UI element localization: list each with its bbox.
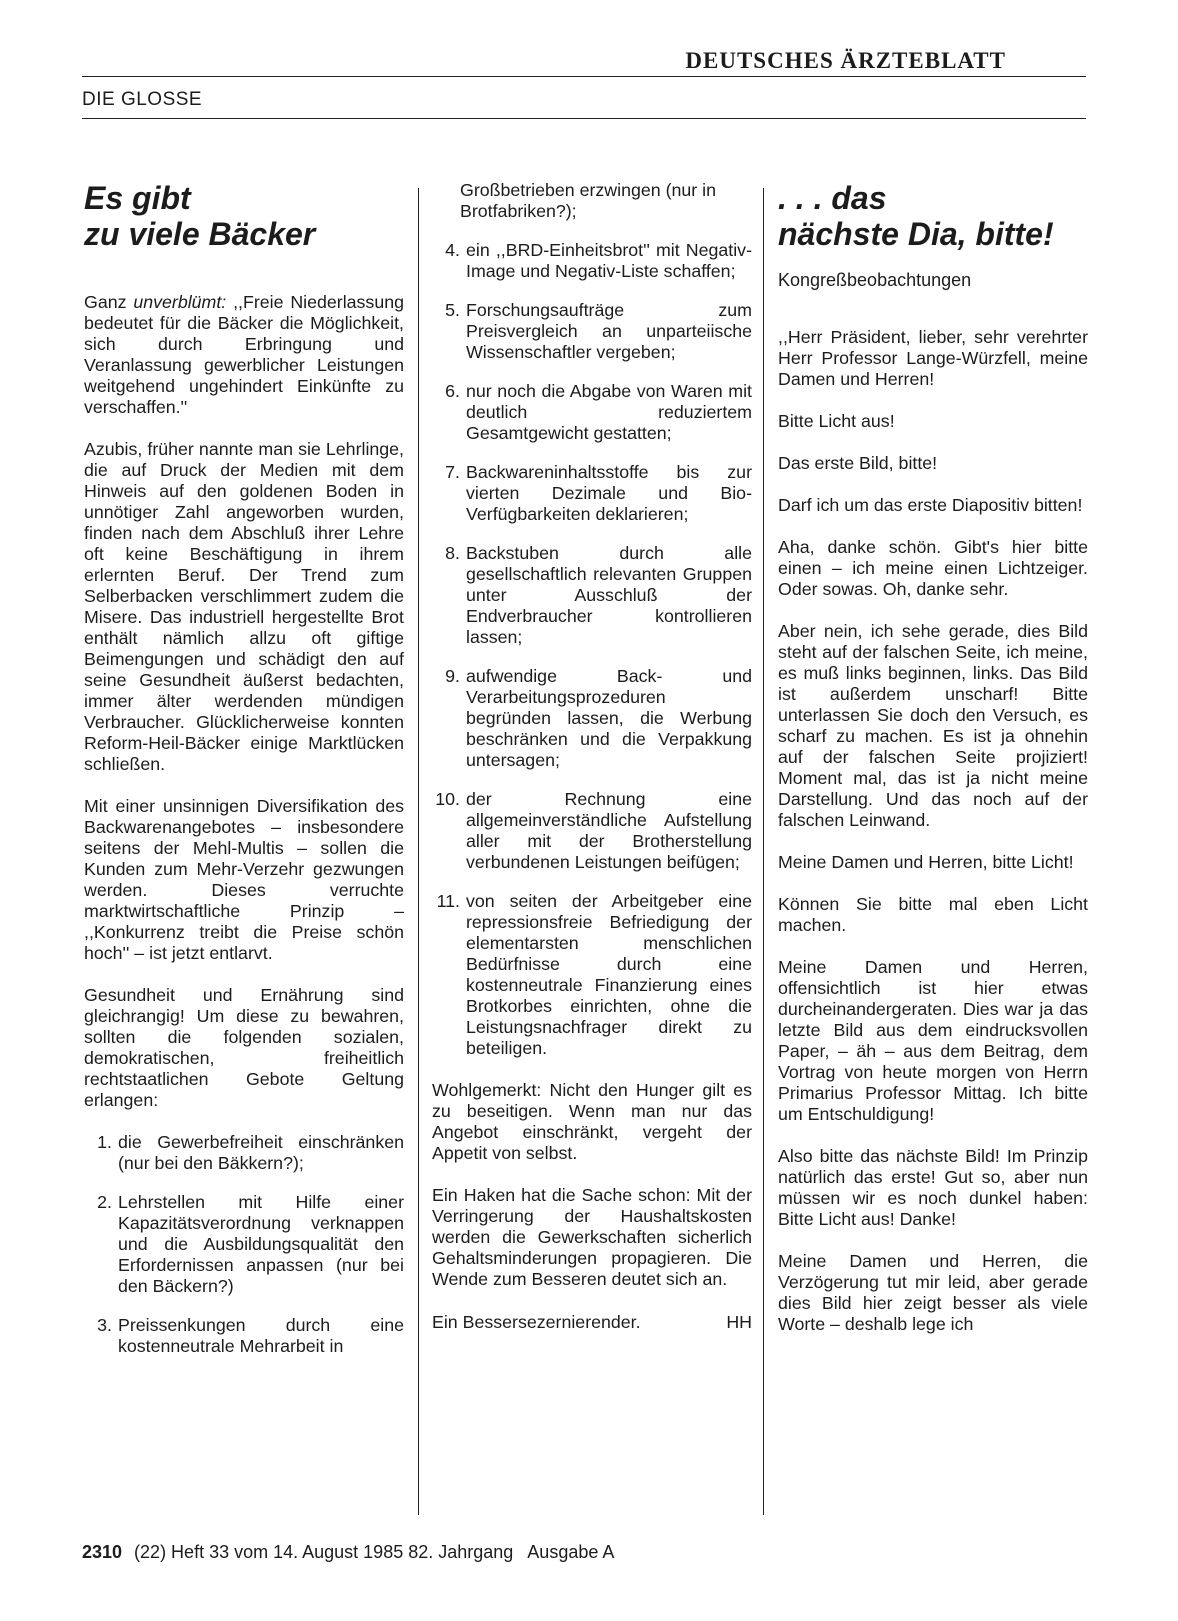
article-paragraph: ,,Herr Präsident, lieber, sehr verehrter Herr Professor Lange-Würzfell, meine Damen und Herren!	[778, 327, 1088, 389]
article-paragraph: Wohlgemerkt: Nicht den Hunger gilt es zu beseitigen. Wenn man nur das Angebot einschränkt, vergeht der Appetit von selbst.	[432, 1080, 752, 1163]
column-divider-2	[763, 188, 764, 1515]
list-number: 1.	[97, 1132, 112, 1152]
section-rubric: DIE GLOSSE	[82, 89, 203, 110]
article-signature	[432, 1312, 752, 1333]
column-divider-1	[418, 188, 419, 1515]
column-3	[778, 180, 1088, 1356]
list-text: Forschungsaufträge zum Preisvergleich an unparteiische Wissenschaftler vergeben;	[466, 300, 752, 362]
list-number: 7.	[445, 462, 460, 482]
list-item	[432, 666, 752, 771]
demands-list	[84, 1132, 404, 1357]
list-text: von seiten der Arbeitgeber eine repressionsfreie Befriedigung der elementarsten menschlichen Bedürfnisse durch eine kostenneutrale Finanzierung eines Brotkorbes einrichten, ohne die Leistungsnachfrager direkt zu beteiligen.	[466, 891, 752, 1058]
signature-initials: HH	[726, 1312, 752, 1332]
issue-info: (22) Heft 33 vom 14. August 1985 82. Jahrgang	[134, 1542, 514, 1562]
article-subtitle: Kongreßbeobachtungen	[778, 270, 972, 290]
list-number: 2.	[97, 1192, 112, 1212]
list-item	[432, 240, 752, 282]
list-item	[432, 543, 752, 648]
article-paragraph	[84, 292, 404, 418]
header-rule-bottom	[82, 118, 1086, 119]
list-text: die Gewerbefreiheit einschränken (nur bei den Bäkkern?);	[118, 1132, 404, 1173]
list-item	[84, 1132, 404, 1174]
article-paragraph: Meine Damen und Herren, die Verzögerung tut mir leid, aber gerade dies Bild hier zeigt besser als viele Worte – deshalb lege ich	[778, 1251, 1088, 1334]
paragraph-lead: Ganz	[84, 292, 134, 312]
list-text: Lehrstellen mit Hilfe einer Kapazitätsverordnung verknappen und die Ausbildungsqualität den Erfordernissen anpassen (nur bei den Bäckern?)	[118, 1192, 404, 1296]
list-text: Backstuben durch alle gesellschaftlich relevanten Gruppen unter Ausschluß der Endverbraucher kontrollieren lassen;	[466, 543, 752, 647]
article-paragraph: Azubis, früher nannte man sie Lehrlinge, die auf Druck der Medien mit dem Hinweis auf den goldenen Boden in unnötiger Zahl angeworben wurden, finden nach dem Abschluß ihrer Lehre oft keine Beschäftigung in ihrem erlernten Beruf. Der Trend zum Selberbacken verschlimmert zudem die Misere. Das industriell hergestellte Brot enthält nämlich allzu oft giftige Beimengungen und schädigt den auf seine Gesundheit äußerst bedachten, immer älter werdenden mündigen Verbraucher. Glücklicherweise konnten Reform-Heil-Bäcker einige Marktlücken schließen.	[84, 439, 404, 774]
journal-masthead: DEUTSCHES ÄRZTEBLATT	[685, 48, 1006, 73]
list-continuation: Großbetrieben erzwingen (nur in Brotfabriken?);	[460, 180, 716, 221]
article-paragraph: Können Sie bitte mal eben Licht machen.	[778, 894, 1088, 935]
paragraph-text: ,,Freie Niederlassung bedeutet für die Bäcker die Möglichkeit, sich durch Erbringung und Veranlassung gewerblicher Leistungen weitgehend ungehindert Einkünfte zu verschaffen.''	[84, 292, 404, 417]
list-text: der Rechnung eine allgemeinverständliche Aufstellung aller mit der Brotherstellung verbundenen Leistungen beifügen;	[466, 789, 752, 872]
list-item	[432, 789, 752, 873]
article-paragraph: Gesundheit und Ernährung sind gleichrangig! Um diese zu bewahren, sollten die folgenden sozialen, demokratischen, freiheitlich rechtstaatlichen Gebote Geltung erlangen:	[84, 985, 404, 1110]
list-item	[84, 1315, 404, 1357]
list-number: 8.	[445, 543, 460, 563]
list-number: 9.	[445, 666, 460, 686]
paragraph-emphasis: unverblümt:	[133, 292, 227, 312]
list-text: ein ,,BRD-Einheitsbrot'' mit Negativ-Image und Negativ-Liste schaffen;	[466, 240, 752, 281]
column-2	[432, 180, 752, 1333]
list-text: aufwendige Back- und Verarbeitungsprozeduren begründen lassen, die Werbung beschränken und die Verpakkung untersagen;	[466, 666, 752, 770]
signature-name: Ein Bessersezernierender.	[432, 1312, 641, 1332]
article-title-line: zu viele Bäcker	[84, 216, 316, 252]
article-paragraph: Darf ich um das erste Diapositiv bitten!	[778, 495, 1083, 515]
list-text: Preissenkungen durch eine kostenneutrale Mehrarbeit in	[118, 1315, 404, 1356]
list-item	[432, 300, 752, 363]
article-paragraph: Aber nein, ich sehe gerade, dies Bild steht auf der falschen Seite, ich meine, es muß links beginnen, links. Das Bild ist außerdem unscharf! Bitte unterlassen Sie doch den Versuch, es scharf zu machen. Es ist ja ohnehin auf der falschen Seite projiziert! Moment mal, das ist ja nicht meine Darstellung. Und das noch auf der falschen Leinwand.	[778, 621, 1088, 830]
article-title-line: nächste Dia, bitte!	[778, 216, 1054, 252]
article-title-line: . . . das	[778, 180, 887, 216]
list-item	[432, 891, 752, 1059]
article-paragraph: Ein Haken hat die Sache schon: Mit der Verringerung der Haushaltskosten werden die Gewerkschaften sicherlich Gehaltsminderungen propagieren. Die Wende zum Besseren deutet sich an.	[432, 1185, 752, 1289]
list-number: 4.	[445, 240, 460, 260]
article-paragraph: Mit einer unsinnigen Diversifikation des Backwarenangebotes – insbesondere seitens der Mehl-Multis – sollen die Kunden zum Mehr-Verzehr gezwungen werden. Dieses verruchte marktwirtschaftliche Prinzip – ,,Konkurrenz treibt die Preise schön hoch'' – ist jetzt entlarvt.	[84, 796, 404, 963]
article-paragraph: Das erste Bild, bitte!	[778, 453, 938, 473]
edition-label: Ausgabe A	[527, 1542, 615, 1562]
list-number: 11.	[436, 891, 460, 911]
article-paragraph: Meine Damen und Herren, bitte Licht!	[778, 852, 1074, 872]
article-title	[778, 180, 1088, 252]
article-title-line: Es gibt	[84, 180, 191, 216]
list-item	[432, 381, 752, 444]
article-paragraph: Bitte Licht aus!	[778, 411, 895, 431]
header-rule-top	[82, 76, 1086, 77]
page-number: 2310	[82, 1542, 123, 1562]
list-text: Backwareninhaltsstoffe bis zur vierten Dezimale und Bio-Verfügbarkeiten deklarieren;	[466, 462, 752, 524]
article-title	[84, 180, 404, 252]
page-footer	[82, 1542, 614, 1563]
list-number: 3.	[97, 1315, 112, 1335]
column-1	[84, 180, 404, 1378]
list-text: nur noch die Abgabe von Waren mit deutlich reduziertem Gesamtgewicht gestatten;	[466, 381, 752, 443]
article-paragraph: Meine Damen und Herren, offensichtlich ist hier etwas durcheinandergeraten. Dies war ja das letzte Bild aus dem eindrucksvollen Paper, – äh – aus dem Beitrag, dem Vortrag von heute morgen von Herrn Primarius Professor Mittag. Ich bitte um Entschuldigung!	[778, 957, 1088, 1124]
demands-list-continued	[432, 240, 752, 1059]
article-paragraph: Also bitte das nächste Bild! Im Prinzip natürlich das erste! Gut so, aber nun müssen wir es noch dunkel haben: Bitte Licht aus! Danke!	[778, 1146, 1088, 1229]
list-number: 6.	[445, 381, 460, 401]
article-paragraph: Aha, danke schön. Gibt's hier bitte einen – ich meine einen Lichtzeiger. Oder sowas. Oh, danke sehr.	[778, 537, 1088, 599]
list-item	[432, 462, 752, 525]
list-number: 5.	[445, 300, 460, 320]
list-item	[84, 1192, 404, 1297]
list-number: 10.	[435, 789, 460, 809]
